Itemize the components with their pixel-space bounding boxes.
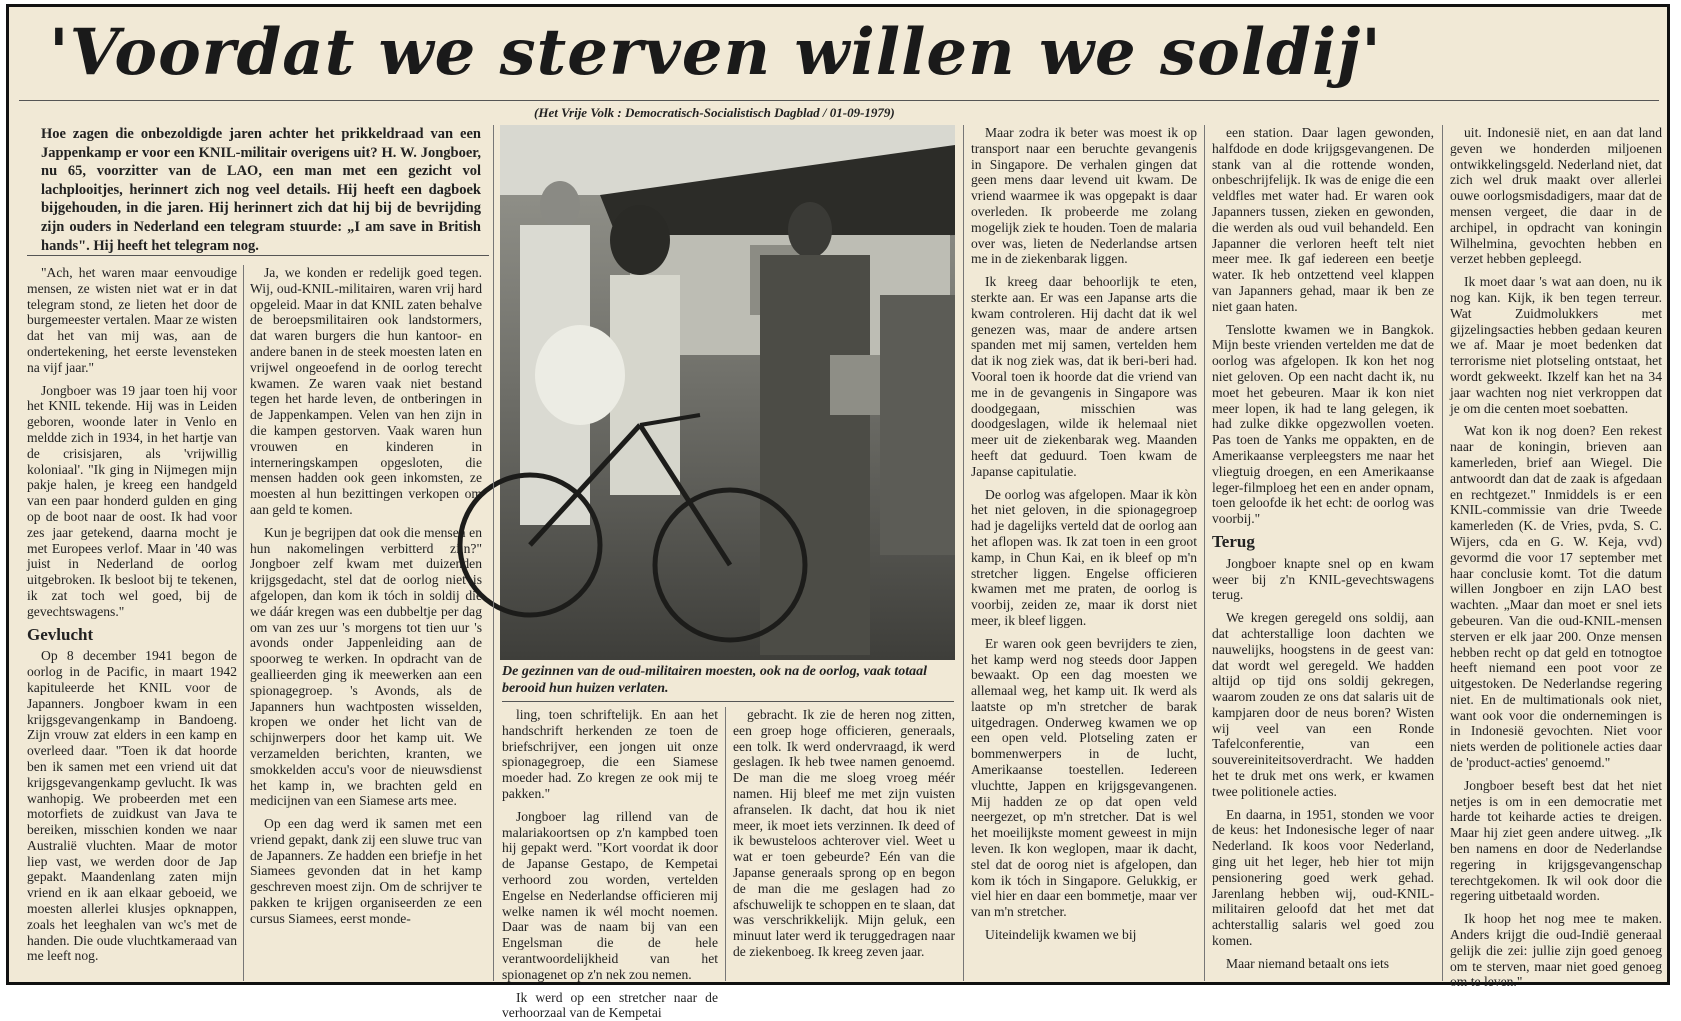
column-1 [27, 265, 237, 985]
paragraph: Op 8 december 1941 begon de oorlog in de Pacific, in maart 1942 kapituleerde het KNIL voor de Japanners. Jongboer kwam in een krijgsgevangenkamp in Bandoeng. Zijn vrouw zat elders in een kamp en overleed daar. "Toen ik dat hoorde ben ik samen met een vriend uit dat krijgsgevangenkamp gevlucht. Ik was wanhopig. We probeerden met een motorfiets de zuidkust van Java te bereiken, misschien konden we naar Australië vluchten. Maar de motor liep vast, we werden door de Jap gepakt. Maandenlang zaten mijn vriend en ik aan elkaar geboeid, we moesten allerlei klusjes opknappen, zoals het leeghalen van wc's met de handen. Die oude vluchtkameraad van me leeft nog. [27, 648, 237, 964]
subheading-terug: Terug [1212, 531, 1255, 551]
column-rule [963, 125, 964, 981]
caption-rule [502, 701, 954, 702]
photo-caption: De gezinnen van de oud-militairen moesten, ook na de oorlog, vaak totaal berooid hun huizen verlaten. [502, 664, 928, 696]
paragraph: Jongboer beseft best dat het niet netjes is om in een democratie met harde tot keiharde acties te dreigen. Maar hij ziet geen andere uitweg. „Ik ben namens en door de Nederlandse regering in krijgsgevangenschap terechtgekomen. Ik wil ook door die regering uitbetaald worden. [1450, 777, 1662, 904]
paragraph: Maar niemand betaalt ons iets [1226, 955, 1390, 971]
column-3 [502, 707, 718, 1021]
column-rule [243, 265, 244, 981]
column-rule [1204, 125, 1205, 981]
column-5 [971, 125, 1197, 985]
paragraph: Jongboer was 19 jaar toen hij voor het KNIL tekende. Hij was in Leiden geboren, woonde later in Venlo en meldde zich in 1934, in het hartje van de crisisjaren, als 'vrijwillig koloniaal'. "Ik ging in Nijmegen mijn pakje halen, je kreeg een handgeld van een paar honderd gulden en ging op de boot naar de oost. Ik had voor zes jaar getekend, daarna mocht je met Europees verlof. Maar in '40 was juist in Nederland de oorlog uitgebroken. Ik besloot bij te tekenen, ik zat toch wel goed, bij de gevechtswagens." [27, 382, 237, 619]
newspaper-clipping [6, 4, 1670, 1021]
paragraph: ling, toen schriftelijk. En aan het handschrift herkenden ze toen de briefschrijver, een jongen uit onze spionagegroep, die een Siamese moeder had. Zo kregen ze ook mij te pakken." [502, 707, 718, 801]
column-6 [1212, 125, 1434, 985]
paragraph: En daarna, in 1951, stonden we voor de keus: het Indonesische leger of naar Nederland. Ik koos voor Nederland, ging uit het leger, heb hier tot mijn pensionering goed werk gehad. Jarenlang hebben wij, oud-KNIL-militairen geloofd dat het met dat achterstallig salaris wel goed zou komen. [1212, 806, 1434, 949]
paragraph: Tenslotte kwamen we in Bangkok. Mijn beste vrienden vertelden me dat de oorlog was afgelopen. Ik kon het nog niet geloven. Op een nacht dacht ik, nu moet het gebeuren. Maar ik kon niet meer lopen, ik had te lang gelegen, ik had zulke dikke opgezwollen voeten. Pas toen de Yanks me oppakten, en de Amerikaanse verpleegsters me naar het vliegtuig droegen, en een Amerikaanse leger-filmploeg het een en ander opnam, toen geloofde ik het echt: de oorlog was voorbij." [1212, 321, 1434, 527]
column-rule [725, 707, 726, 981]
column-7 [1450, 125, 1662, 990]
paragraph: Op een dag werd ik samen met een vriend gepakt, dank zij een sluwe truc van de Japanners. Ze hadden een briefje in het Siamees gevonden dat in het kamp geschreven moest zijn. Om de schrijver te pakken te krijgen organiseerden ze een cursus Siamees, eerst monde- [250, 816, 482, 926]
paragraph: Kun je begrijpen dat ook die mensen en hun nakomelingen verbitterd zijn?" Jongboer zelf kwam met duizenden krijgsgedacht, stel dat de oorlog niet is afgelopen, dan kom ik tóch in soldij die we dáár kregen was een dubbeltje per dag om van zes uur 's morgens tot tien uur 's avonds onder Jappenleiding aan de spoorweg te werken. In opdracht van de geallieerden ging ik meewerken aan een spionagegroep. 's Avonds, als de Japanners hun wachtposten wisselden, kropen we onder het licht van de schijnwerpers door het kamp uit. We verzamelden berichten, kranten, we smokkelden accu's voor de nieuwsdienst het kamp in, we brachten geld en medicijnen van een Siamese arts mee. [250, 524, 482, 809]
photo-image [500, 125, 955, 660]
paragraph: "Ach, het waren maar eenvoudige mensen, ze wisten niet wat er in dat telegram stond, ze lieten het door de burgemeester vertalen. Maar ze wisten dat het van mij was, aan de ondertekening, het eerste levensteken na vijf jaar." [27, 265, 237, 375]
paragraph: Jongboer knapte snel op en kwam weer bij z'n KNIL-gevechtswagens terug. [1212, 555, 1434, 603]
paragraph: Ja, we konden er redelijk goed tegen. Wij, oud-KNIL-militairen, waren vrij hard opgeleid. Maar in dat KNIL zaten behalve de beroepsmilitairen ook landstormers, dat waren burgers die hun kantoor- en andere banen in de steek moesten laten en vrijwel ongeoefend in de oorlog terecht kwamen. Ze waren vaak niet bestand tegen het harde leven, de ontberingen in de Jappenkampen. Velen van hen zijn in die kampen gestorven. Vaak waren hun vrouwen en kinderen in interneringskampen opgesloten, die mensen hadden ook geen inkomsten, ze moesten al hun bezittingen verkopen om aan geld te komen. [250, 265, 482, 517]
paragraph: We kregen geregeld ons soldij, aan dat achterstallige loon dachten we nauwelijks, hoogstens in de geest van: dat wordt wel geregeld. We hadden altijd op tijd ons soldij gekregen, waarom zouden ze ons dat salaris uit de kampjaren door de neus boren? Wisten wij veel van een Ronde Tafelconferentie, van een souvereiniteitsoverdracht. We hadden het te druk met ons werk, er kwamen twee politionele acties. [1212, 610, 1434, 799]
subheading-gevlucht: Gevlucht [27, 624, 94, 644]
paragraph: Wat kon ik nog doen? Een rekest naar de koningin, brieven aan kamerleden, brief aan Wiegel. Die antwoordt dan dat de zaak is afgedaan en rechtgezet." Inmiddels is er een KNIL-commissie van drie Tweede kamerleden (K. de Vries, pvda, S. C. Wijers, cda en G. W. Keja, vvd) gevormd die voor 17 september met haar conclusie komt. Tot die datum willen Jongboer en zijn LAO best wachten. „Maar dan moet er snel iets gebeuren. Van die oud-KNIL-mensen sterven er elk jaar 200. Onze mensen hebben recht op dat geld en totnogtoe heeft niemand een poot voor ze uitgestoken. De Nederlandse regering niet. En de multimationals ook niet, want ook voor die ondernemingen is in Indonesië gevochten. Niet voor niets werden de politionele acties daar de 'product-acties' genoemd." [1450, 423, 1662, 771]
intro-lead: Hoe zagen die onbezoldigde jaren achter het prikkeldraad van een Jappenkamp er voor een KNIL-militair overigens uit? H. W. Jongboer, nu 65, voorzitter van de LAO, een man met een gezicht vol lachplooitjes, herinnert zich nog veel details. Hij heeft een dagboek bijgehouden, in die jaren. Hij herinnert zich dat hij bij de bevrijding zijn ouders in Nederland een telegram stuurde: „I am save in British hands". Hij heeft het telegram nog. [41, 126, 481, 254]
paragraph: Maar zodra ik beter was moest ik op transport naar een beruchte gevangenis in Singapore. De verhalen gingen dat geen mens daar levend uit kwam. De vriend waarmee ik was opgepakt is daar overleden. Ik probeerde me zolang mogelijk ziek te houden. Toen de malaria over was, lieten de Nederlandse artsen me in de ziekenbarak liggen. [971, 125, 1197, 267]
paragraph: gebracht. Ik zie de heren nog zitten, een groep hoge officieren, generaals, een tolk. Ik werd ondervraagd, ik werd geslagen. Ik heb twee namen genoemd. De man die me sloeg vroeg méér namen. Hij bleef me met zijn vuisten afranselen. Ik dacht, dat hou ik niet meer, ik moet iets verzinnen. Ik deed of ik bewusteloos achterover viel. Weet u wat er toen gebeurde? Eén van die Japanse generaals sprong op en begon de man die me geslagen had zo afschuwelijk te schoppen en te slaan, dat was verschrikkelijk. Mijn geluk, een minuut later werd ik teruggedragen naar de ziekenboeg. Ik kreeg zeven jaar. [733, 707, 955, 959]
paragraph: Jongboer lag rillend van de malariakoortsen op z'n kampbed toen hij gepakt werd. "Kort voordat ik door de Japanse Gestapo, de Kempetai verhoord zou worden, vertelden Engelse en Nederlandse officieren mij welke namen ik wél mocht noemen. Daar was de naam bij van een Engelsman die de hele verantwoordelijkheid van het spionagenet op z'n nek zou nemen. [502, 808, 718, 982]
paragraph: Ik kreeg daar behoorlijk te eten, sterkte aan. Er was een Japanse arts die kwam controleren. Hij dacht dat ik wel genezen was, maar de andere artsen spanden met mij samen, vertelden hem dat ik nog ziek was, dat ik beri-beri had. Vooral toen ik hoorde dat die vriend van me in de gevangenis in Singapore was doodgegaan, misschien was doodgeslagen, wilde ik helemaal niet meer uit de ziekenbarak weg. Maanden heeft dat geduurd. Toen kwam de Japanse capitulatie. [971, 274, 1197, 479]
paragraph: uit. Indonesië niet, en aan dat land geven we honderden miljoenen ontwikkelingsgeld. Nederland niet, dat zich wel druk maakt over allerlei ouwe oorlogsmisdadigers, maar dat de mensen vergeet, die daar in de archipel, in opdracht van koningin Wilhelmina, gevochten hebben en verzet hebben gepleegd. [1450, 125, 1662, 267]
paragraph: Ik werd op een stretcher naar de verhoorzaal van de Kempetai [502, 989, 718, 1021]
column-4 [733, 707, 955, 982]
paragraph: Ik moet daar 's wat aan doen, nu ik nog kan. Kijk, ik ben tegen terreur. Wat Zuidmolukkers met gijzelingsacties hebben gedaan keuren we af. Maar je moet bedenken dat terrorisme niet plotseling ontstaat, het wordt gekweekt. Ikzelf kan het na 34 jaar wachten nog niet verkroppen dat je om die centen moet soebatten. [1450, 274, 1662, 416]
paragraph: Ik hoop het nog mee te maken. Anders krijgt die oud-Indië generaal gelijk die zei: jullie zijn goed genoeg om te sterven, maar niet goed genoeg om te leven." [1450, 911, 1662, 990]
source-credit: (Het Vrije Volk : Democratisch-Socialistisch Dagblad / 01-09-1979) [534, 105, 895, 120]
column-rule [493, 125, 494, 981]
paragraph: De oorlog was afgelopen. Maar ik kòn het niet geloven, in die spionagegroep had je dagelijks verteld dat de oorlog aan het aflopen was. Ik zat toen in een groot kamp, in Chun Kai, en ik bleef op m'n stretcher liggen. Engelse officieren kwamen met me praten, de oorlog is voorbij, zeiden ze, maar ik dorst niet meer, ik bleef liggen. [971, 486, 1197, 628]
paragraph: Er waren ook geen bevrijders te zien, het kamp werd nog steeds door Jappen bewaakt. Op een dag moesten we allemaal weg, het kamp uit. Ik werd als laatste op m'n stretcher de barak uitgedragen. Onderweg kwamen we op een open veld. Plotseling zaten er bommenwerpers in de lucht, Amerikaanse toestellen. Iedereen vluchtte, Jappen en krijgsgevangenen. Mij hadden ze op dat open veld neergezet, op m'n stretcher. Dat is wel het moeilijkste moment geweest in mijn leven. Ik kon weglopen, maar ik dacht, stel dat de oorog niet is afgelopen, dan kom ik tóch in Singapore. Gelukkig, er viel hier en daar een bommetje, maar ver van m'n stretcher. [971, 635, 1197, 920]
paragraph: een station. Daar lagen gewonden, halfdode en dode krijgsgevangenen. De stank van al die rottende wonden, onbeschrijfelijk. Ik was de enige die een veldfles met water had. Er waren ook Japanners tussen, zieken en gewonden, die werden als oud vuil behandeld. Een Japanner die verloren heeft telt niet meer mee. Ik gaf iedereen een beetje water. Ik heb ontzettend veel klappen van Japanners gehad, maar ik ben ze niet gaan haten. [1212, 125, 1434, 314]
paragraph: Uiteindelijk kwamen we bij [985, 927, 1137, 943]
headline-rule [19, 100, 1659, 101]
intro-rule [27, 255, 489, 256]
column-2 [250, 265, 482, 985]
news-photo [500, 125, 955, 660]
column-rule [1442, 125, 1443, 981]
headline: 'Voordat we sterven willen we soldij' [49, 15, 1382, 90]
